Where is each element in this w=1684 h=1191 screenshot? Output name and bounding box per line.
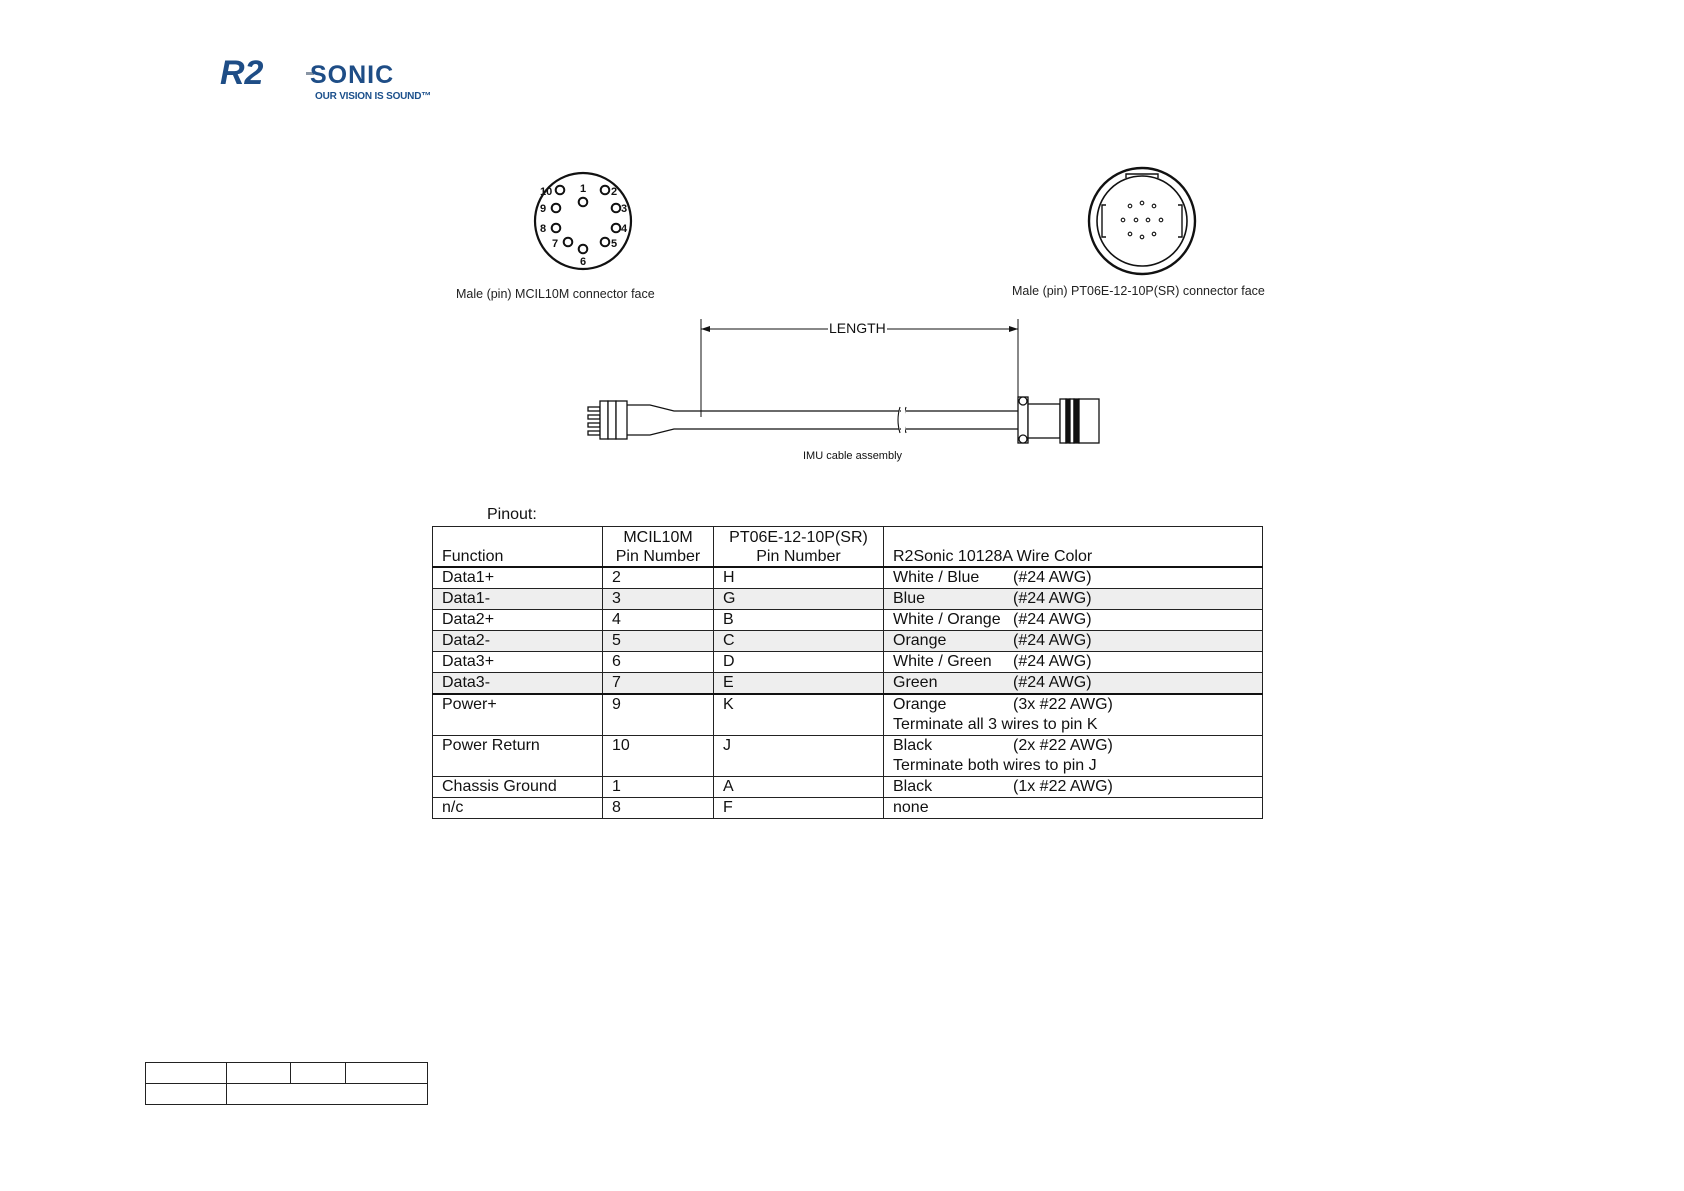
pinout-row <box>433 631 1263 652</box>
wire-color-cell <box>884 798 1263 819</box>
pin-label-3: 3 <box>621 203 628 215</box>
pt-pin-cell: K <box>714 694 884 736</box>
mcil-pin-cell: 6 <box>603 652 714 673</box>
pin-label-9: 9 <box>540 203 547 215</box>
pinout-table <box>432 526 1263 819</box>
wire-gauge: (#24 AWG) <box>1013 611 1092 628</box>
header-mcil10m: MCIL10M Pin Number <box>603 527 714 568</box>
title-block-cell <box>146 1063 227 1084</box>
cable-caption: IMU cable assembly <box>803 450 903 462</box>
mcil10m-connector-face <box>530 168 636 274</box>
pinout-row <box>433 673 1263 695</box>
mcil-pin-cell: 4 <box>603 610 714 631</box>
function-cell: Data1+ <box>433 567 603 589</box>
pt-pin-cell: A <box>714 777 884 798</box>
function-cell: n/c <box>433 798 603 819</box>
mcil-pin-cell: 7 <box>603 673 714 695</box>
wire-color-cell <box>884 694 1263 736</box>
function-cell: Data2- <box>433 631 603 652</box>
wire-color: Blue <box>893 590 926 607</box>
mcil-pin-cell: 2 <box>603 567 714 589</box>
pt-pin-cell: C <box>714 631 884 652</box>
wire-gauge: (2x #22 AWG) <box>1013 737 1113 754</box>
header-wire-color: R2Sonic 10128A Wire Color <box>884 527 1263 568</box>
wire-gauge: (#24 AWG) <box>1013 653 1092 670</box>
title-block-cell <box>227 1063 291 1084</box>
pt-pin-cell: E <box>714 673 884 695</box>
pt-pin-cell: F <box>714 798 884 819</box>
wire-color-cell <box>884 777 1263 798</box>
mcil-pin-cell: 9 <box>603 694 714 736</box>
function-cell: Power Return <box>433 736 603 777</box>
wire-color: Orange <box>893 632 947 649</box>
pin-10 <box>556 186 565 195</box>
logo-sonic: SONIC <box>310 61 395 89</box>
pt06e-caption: Male (pin) PT06E-12-10P(SR) connector face <box>1012 284 1265 298</box>
wire-color-cell <box>884 589 1263 610</box>
title-block-cell <box>346 1063 428 1084</box>
wire-gauge: (#24 AWG) <box>1013 674 1092 691</box>
wire-color: White / Blue <box>893 569 980 586</box>
wire-gauge: (1x #22 AWG) <box>1013 778 1113 795</box>
pt06e-connector-face <box>1086 165 1198 277</box>
wire-gauge: (#24 AWG) <box>1013 632 1092 649</box>
mcil10m-caption: Male (pin) MCIL10M connector face <box>456 287 655 301</box>
pin-label-7: 7 <box>552 238 559 250</box>
pin-2 <box>601 186 610 195</box>
wire-color: Black <box>893 778 933 795</box>
pin-9 <box>552 204 561 213</box>
title-block-cell <box>291 1063 346 1084</box>
pinout-row <box>433 589 1263 610</box>
function-cell: Data3- <box>433 673 603 695</box>
wire-gauge: (#24 AWG) <box>1013 590 1092 607</box>
pinout-row <box>433 567 1263 589</box>
pin-label-8: 8 <box>540 223 547 235</box>
function-cell: Power+ <box>433 694 603 736</box>
pinout-row <box>433 777 1263 798</box>
pinout-title: Pinout: <box>487 506 537 523</box>
title-block <box>145 1062 428 1105</box>
wire-color-cell <box>884 567 1263 589</box>
header-pt06e: PT06E-12-10P(SR) Pin Number <box>714 527 884 568</box>
title-block-cell <box>146 1084 227 1105</box>
pinout-row <box>433 610 1263 631</box>
pin-3 <box>612 204 621 213</box>
length-dimension-label: LENGTH <box>829 320 886 336</box>
pin-label-1: 1 <box>580 183 587 195</box>
pinout-row <box>433 798 1263 819</box>
wire-note: Terminate all 3 wires to pin K <box>893 716 1098 733</box>
pin-8 <box>552 224 561 233</box>
pin-label-6: 6 <box>580 256 587 268</box>
header-function: Function <box>433 527 603 568</box>
logo-r2: R2 <box>220 56 264 90</box>
pin-label-5: 5 <box>611 238 618 250</box>
pin-label-10: 10 <box>540 186 553 198</box>
wire-color: White / Orange <box>893 611 1001 628</box>
mcil-pin-cell: 3 <box>603 589 714 610</box>
function-cell: Data2+ <box>433 610 603 631</box>
pin-1 <box>579 198 588 207</box>
pt-pin-cell: D <box>714 652 884 673</box>
mcil-pin-cell: 1 <box>603 777 714 798</box>
wire-note: Terminate both wires to pin J <box>893 757 1097 774</box>
wire-color: Orange <box>893 696 947 713</box>
pin-label-2: 2 <box>611 186 618 198</box>
mcil-pin-cell: 5 <box>603 631 714 652</box>
pin-7 <box>564 238 573 247</box>
pt-pin-cell: H <box>714 567 884 589</box>
mcil-pin-cell: 10 <box>603 736 714 777</box>
title-block-cell <box>227 1084 428 1105</box>
pin-label-4: 4 <box>621 223 628 235</box>
pinout-header-row <box>433 527 1263 568</box>
pt-pin-cell: G <box>714 589 884 610</box>
function-cell: Data1- <box>433 589 603 610</box>
pin-4 <box>612 224 621 233</box>
wire-gauge: (3x #22 AWG) <box>1013 696 1113 713</box>
function-cell: Data3+ <box>433 652 603 673</box>
pt-pin-cell: J <box>714 736 884 777</box>
wire-color-cell <box>884 673 1263 695</box>
wire-color-cell <box>884 610 1263 631</box>
wire-gauge: (#24 AWG) <box>1013 569 1092 586</box>
pinout-row <box>433 694 1263 736</box>
pin-5 <box>601 238 610 247</box>
wire-color-cell <box>884 652 1263 673</box>
mcil-pin-cell: 8 <box>603 798 714 819</box>
wire-color: Black <box>893 737 933 754</box>
wire-color-cell <box>884 736 1263 777</box>
logo-tagline: OUR VISION IS SOUND™ <box>315 91 432 102</box>
pin-6 <box>579 245 588 254</box>
wire-color: White / Green <box>893 653 992 670</box>
wire-color-cell <box>884 631 1263 652</box>
function-cell: Chassis Ground <box>433 777 603 798</box>
pinout-row <box>433 736 1263 777</box>
pinout-row <box>433 652 1263 673</box>
pt-pin-cell: B <box>714 610 884 631</box>
wire-color: Green <box>893 674 938 691</box>
wire-color: none <box>893 799 929 816</box>
